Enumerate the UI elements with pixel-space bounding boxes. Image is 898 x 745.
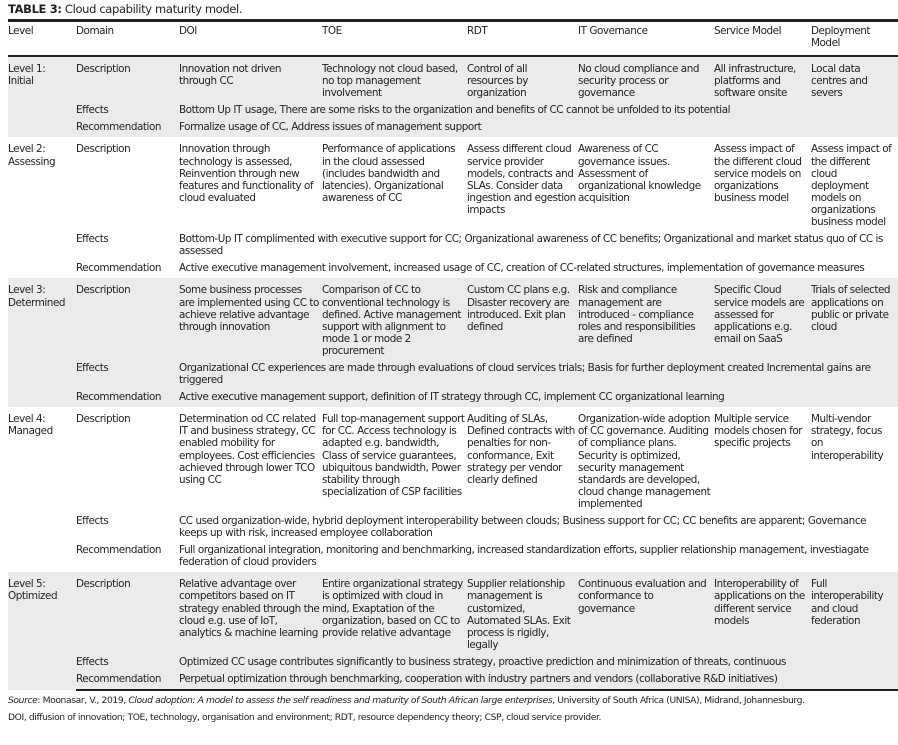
table-label: TABLE 3: — [8, 2, 62, 16]
table-caption — [8, 0, 898, 19]
header-doi: DOI — [179, 25, 197, 37]
effects-text: CC used organization-wide, hybrid deployment interoperability between clouds; Business support for CC; CC benefits are apparent; Governance keeps up with risk, increased employee collaboration — [179, 515, 867, 540]
source-label: Source — [8, 695, 38, 707]
description-cell-deployment-model: Local data centres and severs — [811, 56, 898, 102]
table-footnote — [8, 695, 898, 729]
domain-effects-label: Effects — [76, 515, 109, 527]
level-number: Level 4: — [8, 413, 46, 426]
level-description-row — [8, 407, 898, 513]
domain-recommendation-label: Recommendation — [76, 389, 179, 407]
effects-text: Optimized CC usage contributes significantly to business strategy, proactive prediction and minimization of threats, continuous — [179, 654, 898, 671]
description-cell-it-governance: Risk and compliance management are introduced - compliance roles and responsibilities are defined — [578, 278, 714, 360]
description-cell-rdt: Control of all resources by organization — [467, 56, 578, 102]
abbreviations-line: DOI, diffusion of innovation; TOE, technology, organisation and environment; RDT, resource dependency theory; CSP, cloud service provider. — [8, 712, 602, 724]
description-cell-service-model: Multiple service models chosen for specific projects — [714, 413, 803, 450]
description-cell-it-governance: Continuous evaluation and conformance to governance — [578, 572, 714, 654]
description-cell-doi: Determination od CC related IT and business strategy, CC enabled mobility for employees. Cost efficiencies achieved through lower TCO using CC — [179, 413, 316, 486]
maturity-model-table — [8, 19, 898, 691]
level-name-cell — [8, 572, 76, 690]
level-name-cell — [8, 56, 76, 137]
level-stage: Initial — [8, 75, 34, 88]
header-row — [8, 21, 898, 57]
description-cell-doi: Innovation not driven through CC — [179, 56, 322, 102]
domain-description-label: Description — [76, 278, 179, 360]
header-rdt: RDT — [467, 25, 488, 37]
description-cell-service-model: Interoperability of applications on the different service models — [714, 572, 811, 654]
recommendation-text: Active executive management support, definition of IT strategy through CC, implement CC organizational learning — [179, 389, 898, 407]
domain-recommendation-label: Recommendation — [76, 262, 162, 275]
description-cell-deployment-model: Full interoperability and cloud federation — [811, 572, 898, 654]
description-cell-it-governance: No cloud compliance and security process or governance — [578, 56, 714, 102]
description-cell-toe: Comparison of CC to conventional technology is defined. Active management support with alignment to mode 1 or mode 2 procurement — [322, 278, 467, 360]
domain-effects-label: Effects — [76, 233, 109, 246]
level-recommendation-row — [8, 389, 898, 407]
description-cell-service-model: All infrastructure, platforms and software onsite — [714, 56, 811, 102]
description-cell-it-governance: Awareness of CC governance issues. Assessment of organizational knowledge acquisition — [578, 143, 701, 204]
description-cell-doi: Innovation through technology is assessed, Reinvention through new features and functionality of cloud evaluated — [179, 143, 314, 204]
level-effects-row — [8, 360, 898, 389]
level-recommendation-row — [8, 542, 898, 572]
domain-description-label: Description — [76, 572, 179, 654]
level-number: Level 2: — [8, 143, 46, 156]
level-number: Level 3: — [8, 284, 46, 297]
level-number: Level 1: — [8, 63, 46, 75]
level-effects-row — [8, 654, 898, 671]
domain-effects-label: Effects — [76, 360, 179, 389]
header-domain: Domain — [76, 25, 114, 37]
level-stage: Determined — [8, 296, 66, 309]
level-stage: Managed — [8, 425, 53, 438]
source-author: : Moonasar, V., 2019, — [37, 695, 129, 707]
source-line — [8, 695, 898, 712]
header-level: Level — [8, 25, 34, 37]
level-name-cell — [8, 137, 76, 278]
level-stage: Assessing — [8, 155, 56, 168]
description-cell-deployment-model: Multi-vendor strategy, focus on interoperability — [811, 413, 884, 462]
effects-text: Organizational CC experiences are made through evaluations of cloud services trials; Basis for further deployment created Incremental gains are triggered — [179, 360, 898, 389]
description-cell-deployment-model: Trials of selected applications on public or private cloud — [811, 278, 898, 360]
recommendation-text: Perpetual optimization through benchmarking, cooperation with industry partners and vendors (collaborative R&D initiatives) — [179, 671, 898, 690]
effects-text: Bottom-Up IT complimented with executive support for CC; Organizational awareness of CC benefits; Organizational and market status quo of CC is assessed — [179, 233, 883, 258]
source-title: Cloud adoption: A model to assess the self readiness and maturity of South African large enterprises — [128, 695, 553, 707]
description-cell-toe: Full top-management support for CC. Access technology is adapted e.g. bandwidth, Class of service guarantees, ubiquitous bandwidth, Power stability through specialization of CSP facilities — [322, 413, 465, 498]
description-cell-deployment-model: Assess impact of the different cloud deployment models on organizations business model — [811, 143, 892, 229]
level-recommendation-row — [8, 119, 898, 137]
description-cell-it-governance: Organization-wide adoption of CC governance. Auditing of compliance plans. Security is optimized, security management standards are developed, cloud change management implemented — [578, 413, 711, 510]
recommendation-text: Formalize usage of CC, Address issues of management support — [179, 119, 898, 137]
level-name-cell — [8, 407, 76, 572]
description-cell-toe: Entire organizational strategy is optimized with cloud in mind, Exaptation of the organization, based on CC to provide relative advantage — [322, 572, 467, 654]
level-effects-row — [8, 231, 898, 260]
table-title: Cloud capability maturity model. — [61, 2, 243, 16]
level-description-row — [8, 572, 898, 654]
level-description-row — [8, 56, 898, 102]
level-description-row — [8, 278, 898, 360]
source-publisher: , University of South Africa (UNISA), Midrand, Johannesburg. — [552, 695, 805, 707]
domain-effects-label: Effects — [76, 654, 179, 671]
description-cell-service-model: Assess impact of the different cloud service models on organizations business model — [714, 143, 802, 204]
description-cell-rdt: Custom CC plans e.g. Disaster recovery are introduced. Exit plan defined — [467, 278, 578, 360]
domain-recommendation-label: Recommendation — [76, 119, 179, 137]
description-cell-toe: Technology not cloud based, no top management involvement — [322, 56, 467, 102]
level-recommendation-row — [8, 671, 898, 690]
recommendation-text: Active executive management involvement, increased usage of CC, creation of CC-related structures, implementation of governance measures — [179, 262, 865, 275]
level-description-row — [8, 137, 898, 231]
header-service-model: Service Model — [714, 25, 782, 37]
level-recommendation-row — [8, 260, 898, 278]
level-effects-row — [8, 513, 898, 542]
domain-description-label: Description — [76, 143, 131, 156]
description-cell-doi: Some business processes are implemented using CC to achieve relative advantage through innovation — [179, 278, 322, 360]
level-effects-row — [8, 102, 898, 119]
level-name-cell — [8, 278, 76, 407]
description-cell-service-model: Specific Cloud service models are assessed for applications e.g. email on SaaS — [714, 278, 811, 360]
domain-description-label: Description — [76, 413, 131, 426]
header-it-governance: IT Governance — [578, 25, 648, 37]
effects-text: Bottom Up IT usage, There are some risks to the organization and benefits of CC cannot be unfolded to its potential — [179, 102, 898, 119]
recommendation-text: Full organizational integration, monitoring and benchmarking, increased standardization efforts, supplier relationship management, investiagate federation of cloud providers — [179, 544, 869, 569]
header-deployment-model: Deployment Model — [811, 25, 871, 50]
domain-recommendation-label: Recommendation — [76, 671, 179, 690]
header-toe: TOE — [322, 25, 342, 37]
description-cell-rdt: Auditing of SLAs, Defined contracts with penalties for non-conformance, Exit strategy per vendor clearly defined — [467, 413, 575, 486]
table-body — [8, 56, 898, 690]
domain-effects-label: Effects — [76, 102, 179, 119]
description-cell-doi: Relative advantage over competitors based on IT strategy enabled through the cloud e.g. use of IoT, analytics & machine learning — [179, 572, 322, 654]
domain-description-label: Description — [76, 56, 179, 102]
description-cell-rdt: Supplier relationship management is customized, Automated SLAs. Exit process is rigidly, legally — [467, 572, 578, 654]
description-cell-rdt: Assess different cloud service provider models, contracts and SLAs. Consider data ingestion and egestion impacts — [467, 143, 576, 216]
level-stage: Optimized — [8, 590, 58, 603]
level-number: Level 5: — [8, 578, 46, 591]
domain-recommendation-label: Recommendation — [76, 544, 162, 557]
description-cell-toe: Performance of applications in the cloud assessed (includes bandwidth and latencies). Organizational awareness of CC — [322, 143, 456, 204]
